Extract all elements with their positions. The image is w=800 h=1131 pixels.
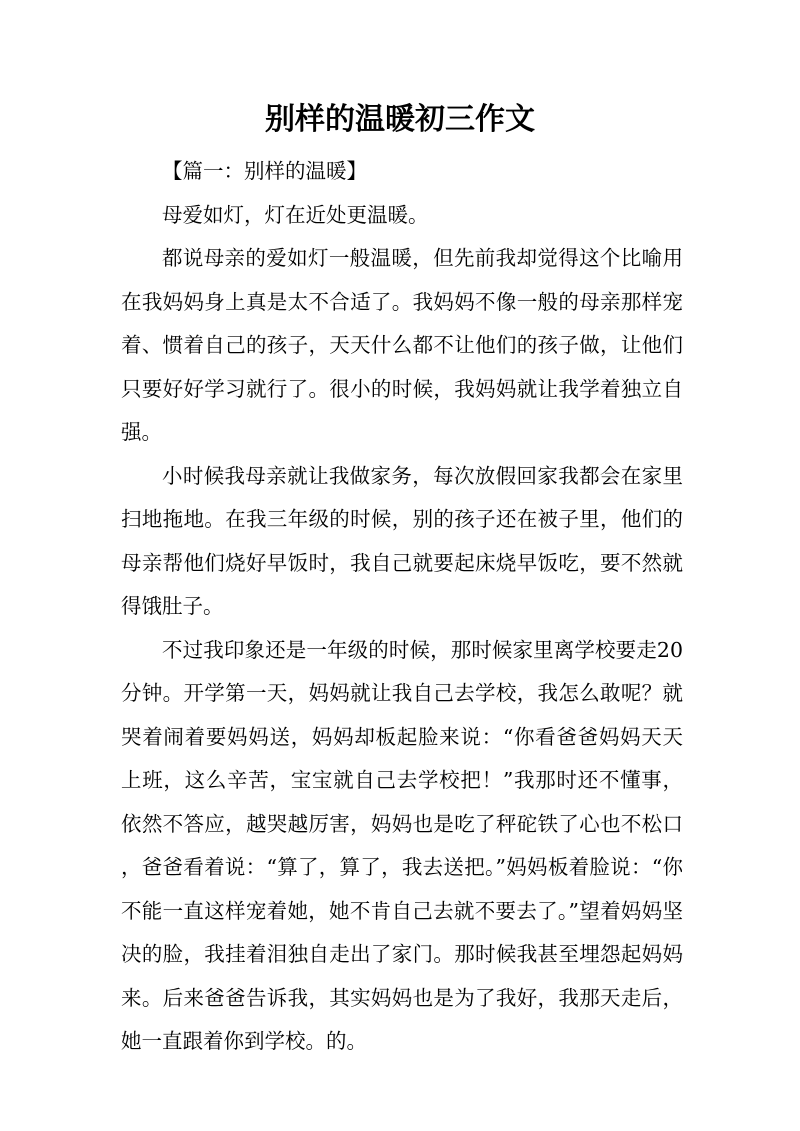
document-title: 别样的温暖初三作文 bbox=[265, 102, 535, 137]
body-paragraph: 小时候我母亲就让我做家务，每次放假回家我都会在家里扫地拖地。在我三年级的时候，别的孩子还在被子里，他们的母亲帮他们烧好早饭时，我自己就要起床烧早饭吃，要不然就得饿肚子。 bbox=[121, 463, 683, 618]
body-paragraph: 不过我印象还是一年级的时候，那时候家里离学校要走20分钟。开学第一天，妈妈就让我自己去学校，我怎么敢呢？就哭着闹着要妈妈送，妈妈却板起脸来说：“你看爸爸妈妈天天上班，这么辛苦，宝宝就自己去学校把！”我那时还不懂事，依然不答应，越哭越厉害，妈妈也是吃了秤砣铁了心也不松口，爸爸看着说：“算了，算了，我去送把。”妈妈板着脸说：“你不能一直这样宠着她，她不肯自己去就不要去了。”望着妈妈坚决的脸，我挂着泪独自走出了家门。那时候我甚至埋怨起妈妈来。后来爸爸告诉我，其实妈妈也是为了我好，我那天走后，她一直跟着你到学校。的。 bbox=[121, 637, 683, 1053]
body-paragraph: 都说母亲的爱如灯一般温暖，但先前我却觉得这个比喻用在我妈妈身上真是太不合适了。我妈妈不像一般的母亲那样宠着、惯着自己的孩子，天天什么都不让他们的孩子做，让他们只要好好学习就行了。很小的时候，我妈妈就让我学着独立自强。 bbox=[121, 246, 683, 444]
section-heading: 【篇一：别样的温暖】 bbox=[162, 159, 367, 183]
document-body bbox=[121, 150, 683, 1064]
body-paragraph: 母爱如灯，灯在近处更温暖。 bbox=[162, 202, 429, 227]
